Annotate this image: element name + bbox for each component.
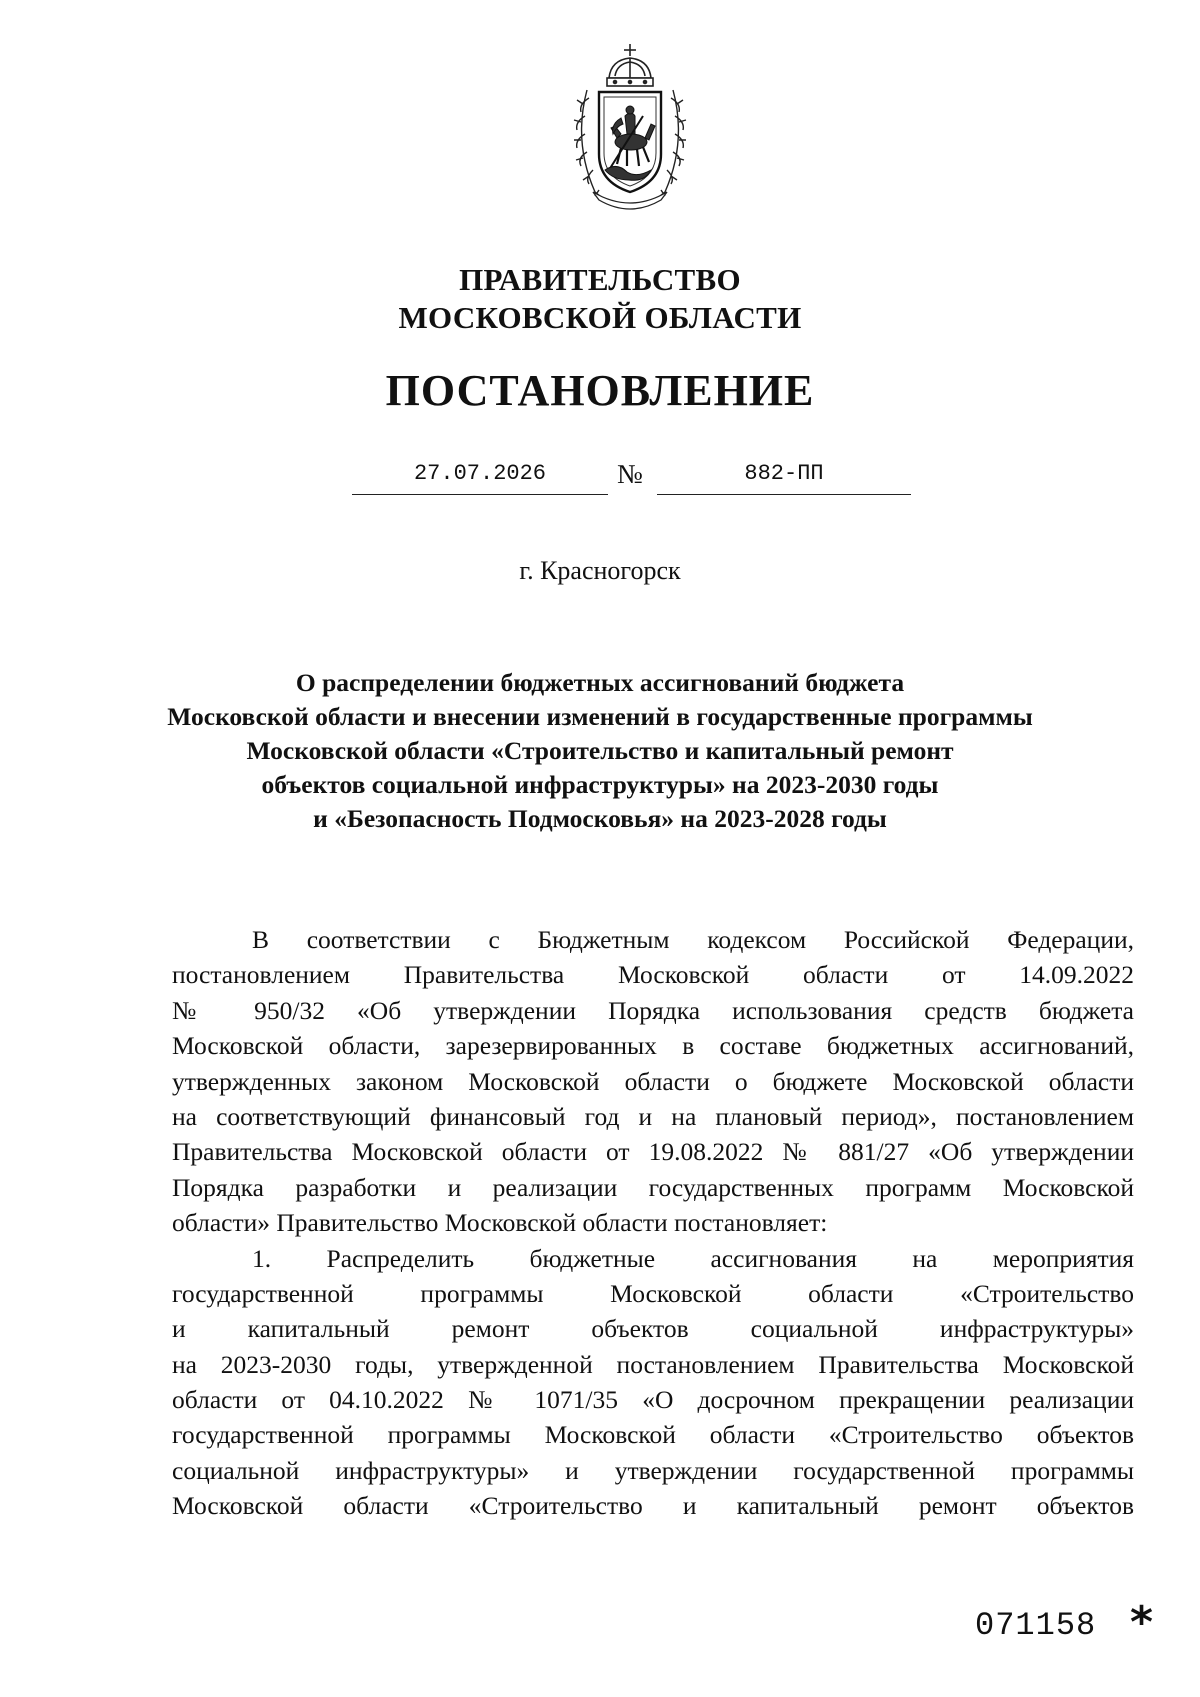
body-line: социальной инфраструктуры» и утверждении государственной программы [172, 1455, 1134, 1485]
date-underline [352, 494, 608, 495]
number-sign: № [617, 459, 643, 489]
body-line: 1. Распределить бюджетные ассигнования на мероприятия [252, 1243, 1134, 1273]
decree-date: 27.07.2026 [413, 461, 547, 486]
body-line: постановлением Правительства Московской области от 14.09.2022 [172, 960, 1134, 990]
number-underline [657, 494, 911, 495]
decree-number: 882-ПП [744, 461, 824, 486]
body-line: Московской области, зарезервированных в составе бюджетных ассигнований, [172, 1031, 1134, 1061]
issue-city: г. Красногорск [519, 556, 681, 585]
government-name-line-2: МОСКОВСКОЙ ОБЛАСТИ [398, 300, 802, 335]
body-line: Правительства Московской области от 19.08.2022 № 881/27 «Об утверждении [172, 1137, 1134, 1167]
body-line: на соответствующий финансовый год и на плановый период», постановлением [172, 1101, 1134, 1131]
government-name-line-1: ПРАВИТЕЛЬСТВО [459, 262, 741, 297]
title-line: О распределении бюджетных ассигнований бюджета [295, 668, 905, 697]
title-line: объектов социальной инфраструктуры» на 2023-2030 годы [261, 770, 939, 799]
body-line: области от 04.10.2022 № 1071/35 «О досрочном прекращении реализации [172, 1385, 1134, 1415]
asterisk-mark: * [1130, 1597, 1154, 1648]
title-line: и «Безопасность Подмосковья» на 2023-2028 годы [313, 804, 887, 833]
serial-number-stamp: 071158 [975, 1607, 1097, 1644]
body-line: Порядка разработки и реализации государственных программ Московской [172, 1172, 1134, 1202]
body-line: утвержденных законом Московской области о бюджете Московской области [172, 1066, 1134, 1096]
document-body [172, 922, 1134, 1524]
body-line: области» Правительство Московской области постановляет: [172, 1208, 828, 1238]
body-line: Московской области «Строительство и капитальный ремонт объектов [172, 1491, 1134, 1521]
body-line: государственной программы Московской области «Строительство [172, 1278, 1134, 1308]
body-line: и капитальный ремонт объектов социальной инфраструктуры» [172, 1314, 1134, 1344]
body-line: В соответствии с Бюджетным кодексом Российской Федерации, [252, 925, 1134, 954]
title-line: Московской области и внесении изменений в государственные программы [167, 702, 1033, 731]
body-line: государственной программы Московской области «Строительство объектов [172, 1420, 1134, 1450]
body-line: на 2023-2030 годы, утвержденной постановлением Правительства Московской [172, 1349, 1134, 1379]
title-line: Московской области «Строительство и капитальный ремонт [246, 736, 954, 765]
document-title [150, 666, 1050, 836]
coat-of-arms-emblem [565, 42, 695, 212]
document-type-heading: ПОСТАНОВЛЕНИЕ [385, 366, 815, 415]
body-line: № 950/32 «Об утверждении Порядка использования средств бюджета [172, 995, 1134, 1025]
